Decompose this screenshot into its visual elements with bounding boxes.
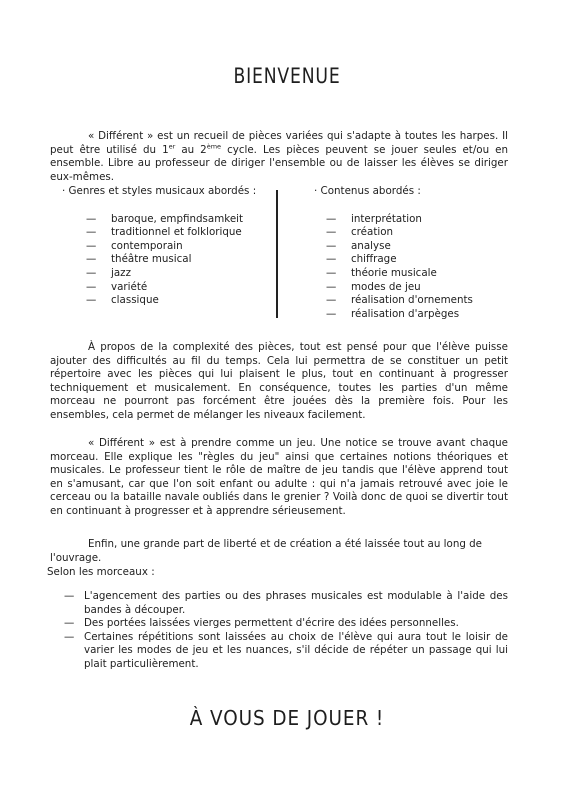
freedom-paragraph: Enfin, une grande part de liberté et de création a été laissée tout au long de l'ouvrage. [50, 538, 483, 564]
contenu-item: — interprétation [326, 212, 422, 225]
complexity-paragraph: À propos de la complexité des pièces, tout est pensé pour que l'élève puisse ajouter des difficultés au fil du temps. Cela lui permettra de se constituer un petit répertoire avec les pièces qui lui plaisent le plus, tout en continuant à progresser techniquement et musicalement. En conséquence, toutes les parties d'un même morceau ne pourront pas forcément être jouées dès la première fois. Pour les ensembles, cela permet de mélanger les niveaux facilement. [50, 341, 508, 421]
contenu-item: — modes de jeu [326, 280, 421, 293]
column-divider [276, 190, 278, 318]
contenu-item: — réalisation d'ornements [326, 294, 473, 307]
genre-item: — variété [86, 280, 148, 293]
contenu-item: — analyse [326, 239, 391, 252]
closing-slogan: À VOUS DE JOUER ! [189, 706, 385, 730]
intro-paragraph: « Différent » est un recueil de pièces variées qui s'adapte à toutes les harpes. Il peut être utilisé du 1er au 2ème cycle. Les pièces peuvent se jouer seules et/ou en ensemble. Libre au professeur de diriger l'ensemble ou de laisser les élèves se diriger eux-mêmes. [50, 130, 509, 183]
genre-item: — traditionnel et folklorique [86, 226, 242, 239]
contenu-item: — théorie musicale [326, 266, 437, 279]
contenu-item: — réalisation d'arpèges [326, 307, 460, 320]
game-paragraph: « Différent » est à prendre comme un jeu. Une notice se trouve avant chaque morceau. Elle explique les "règles du jeu" ainsi que certaines notions théoriques et musicales. Le professeur tient le rôle de maître de jeu tandis que l'élève apprend tout en s'amusant, car que l'on soit enfant ou adulte : qui n'a jamais retrouvé avec joie le cerceau ou la bataille navale oubliés dans le grenier ? Voilà donc de quoi se divertir tout en continuant à progresser et à apprendre sérieusement. [50, 437, 508, 517]
genre-item: — jazz [86, 266, 131, 279]
page-title: BIENVENUE [233, 64, 341, 88]
list-item: — Des portées laissées vierges permettent d'écrire des idées personnelles. [64, 617, 459, 630]
contenu-item: — chiffrage [326, 253, 397, 266]
genre-item: — contemporain [86, 239, 183, 252]
genre-item: — classique [86, 294, 159, 307]
contenus-heading: · Contenus abordés : [314, 185, 421, 197]
contenus-column [314, 185, 473, 321]
genre-item: — théâtre musical [86, 253, 192, 266]
list-item: — Certaines répétitions sont laissées au choix de l'élève qui aura tout le loisir de varier les modes de jeu et les nuances, s'il décide de répéter un passage qui lui plait particulièrement. [64, 630, 508, 670]
genres-column [62, 185, 256, 308]
selon-heading: Selon les morceaux : [47, 566, 155, 578]
genres-heading: · Genres et styles musicaux abordés : [62, 185, 257, 197]
genre-item: — baroque, empfindsamkeit [86, 212, 244, 225]
list-item: — L'agencement des parties ou des phrases musicales est modulable à l'aide des bandes à découper. [64, 590, 508, 616]
contenu-item: — création [326, 226, 394, 239]
morceaux-list [64, 590, 508, 672]
